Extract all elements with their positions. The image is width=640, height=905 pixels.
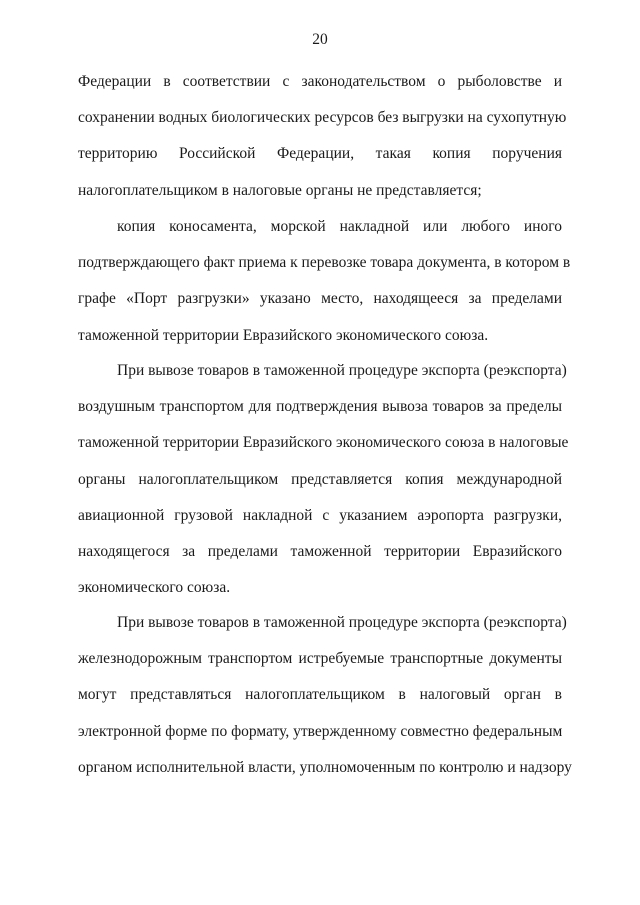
text-line: органом исполнительной власти, уполномоченным по контролю и надзору — [78, 758, 572, 776]
text-line: копия коносамента, морской накладной или любого иного — [117, 218, 562, 235]
paragraph-rail-transport — [78, 605, 572, 786]
text-line: При вывозе товаров в таможенной процедуре экспорта (реэкспорта) — [117, 362, 567, 379]
text-line: органы налогоплательщиком представляется копия международной — [78, 470, 562, 488]
text-line: подтверждающего факт приема к перевозке товара документа, в котором в — [78, 254, 571, 272]
text-line: графе «Порт разгрузки» указано место, находящееся за пределами — [78, 290, 562, 308]
text-line: таможенной территории Евразийского экономического союза в налоговые — [78, 434, 569, 452]
text-line: экономического союза. — [78, 579, 231, 597]
page-number: 20 — [312, 31, 328, 48]
text-line: могут представляться налогоплательщиком в налоговый орган в — [78, 686, 562, 704]
paragraph-continuation — [78, 64, 567, 209]
paragraph-bill-of-lading — [78, 209, 571, 354]
text-line: железнодорожным транспортом истребуемые транспортные документы — [78, 650, 562, 668]
text-line: электронной форме по формату, утвержденному совместно федеральным — [78, 722, 563, 740]
text-line: территорию Российской Федерации, такая копия поручения — [78, 145, 562, 163]
text-line: Федерации в соответствии с законодательством о рыболовстве и — [78, 73, 562, 90]
text-line: таможенной территории Евразийского экономического союза. — [78, 326, 489, 344]
text-line: авиационной грузовой накладной с указанием аэропорта разгрузки, — [78, 506, 562, 524]
paragraph-air-transport — [78, 353, 569, 606]
text-line: налогоплательщиком в налоговые органы не представляется; — [78, 181, 482, 199]
text-line: находящегося за пределами таможенной территории Евразийского — [78, 542, 562, 560]
text-line: воздушным транспортом для подтверждения вывоза товаров за пределы — [78, 398, 562, 416]
text-line: сохранении водных биологических ресурсов без выгрузки на сухопутную — [78, 109, 567, 127]
text-line: При вывозе товаров в таможенной процедуре экспорта (реэкспорта) — [117, 614, 567, 631]
